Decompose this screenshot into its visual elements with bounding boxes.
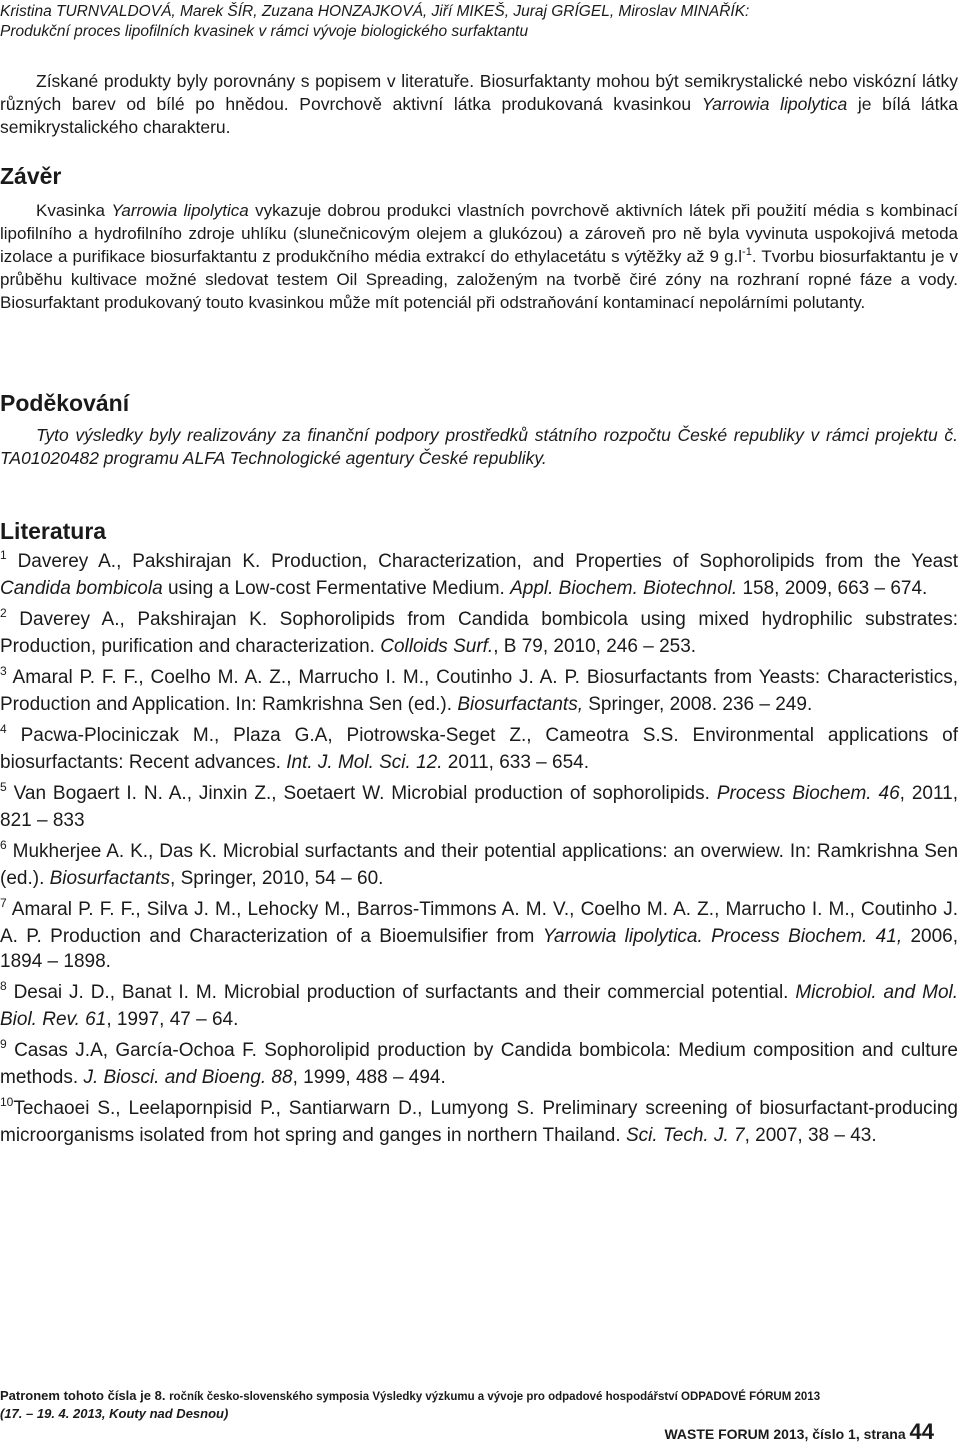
header-authors: Kristina TURNVALDOVÁ, Marek ŠÍR, Zuzana HONZAJKOVÁ, Jiří MIKEŠ, Juraj GRÍGEL, Miroslav MINAŘÍK: — [0, 3, 750, 20]
header-title: Produkční proces lipofilních kvasinek v rámci vývoje biologického surfaktantu — [0, 23, 529, 40]
heading-podekovani: Poděkování — [0, 390, 130, 416]
heading-zaver: Závěr — [0, 163, 62, 189]
reference-item: $^{10}$Techaoei S., Leelapornpisid P., Santiarwarn D., Lumyong S. Preliminary screening of biosurfactant-producing microorganisms isolated from hot spring and ganges in northern Thailand. Sci. Tech. J. 7, 2007, 38 – 43. — [0, 1095, 958, 1146]
reference-list — [0, 549, 958, 1154]
paragraph-results: Získané produkty byly porovnány s popisem v literatuře. Biosurfaktanty mohou být semikrystalické nebo viskózní látky různých barev od bílé po hnědou. Povrchově aktivní látka produkovaná kvasinkou Yarrowia lipolytica je bílá látka semikrystalického charakteru. — [0, 71, 959, 137]
footer-patron: Patronem tohoto čísla je 8. ročník česko-slovenského symposia Výsledky výzkumu a vývoje pro odpadové hospodářství ODPADOVÉ FÓRUM 2013 — [0, 1388, 821, 1403]
reference-item: $^1$ Daverey A., Pakshirajan K. Production, Characterization, and Properties of Sophorolipids from the Yeast Candida bombicola using a Low-cost Fermentative Medium. Appl. Biochem. Biotechnol. 158, 2009, 663 – 674. — [0, 548, 958, 599]
reference-item: $^4$ Pacwa-Plociniczak M., Plaza G.A, Piotrowska-Seget Z., Cameotra S.S. Environmental applications of biosurfactants: Recent advances. Int. J. Mol. Sci. 12. 2011, 633 – 654. — [0, 722, 958, 773]
reference-item: $^8$ Desai J. D., Banat I. M. Microbial production of surfactants and their commercial potential. Microbiol. and Mol. Biol. Rev. 61, 1997, 47 – 64. — [0, 979, 959, 1030]
page-number: 44 — [909, 1419, 934, 1444]
running-header — [0, 2, 940, 42]
reference-item: $^5$ Van Bogaert I. N. A., Jinxin Z., Soetaert W. Microbial production of sophorolipids. Process Biochem. 46, 2011, 821 – 833 — [0, 780, 958, 831]
footer-journal: WASTE FORUM 2013, číslo 1, strana 44 — [664, 1419, 934, 1444]
reference-item: $^7$ Amaral P. F. F., Silva J. M., Lehocky M., Barros-Timmons A. M. V., Coelho M. A. Z., Marrucho I. M., Coutinho J. A. P. Production and Characterization of a Bioemulsifier from Yarrowia lipolytica. Process Biochem. 41, 2006, 1894 – 1898. — [0, 896, 958, 972]
paragraph-acknowledgement: Tyto výsledky byly realizovány za finanční podpory prostředků státního rozpočtu České republiky v rámci projektu č. TA01020482 programu ALFA Technologické agentury České republiky. — [0, 425, 958, 468]
reference-item: $^2$ Daverey A., Pakshirajan K. Sophorolipids from Candida bombicola using mixed hydrophilic substrates: Production, purification and characterization. Colloids Surf., B 79, 2010, 246 – 253. — [0, 606, 959, 657]
reference-item: $^3$ Amaral P. F. F., Coelho M. A. Z., Marrucho I. M., Coutinho J. A. P. Biosurfactants from Yeasts: Characteristics, Production and Application. In: Ramkrishna Sen (ed.). Biosurfactants, Springer, 2008. 236 – 249. — [0, 664, 958, 715]
heading-literatura: Literatura — [0, 518, 107, 544]
reference-item: $^6$ Mukherjee A. K., Das K. Microbial surfactants and their potential applications: an overwiew. In: Ramkrishna Sen (ed.). Biosurfactants, Springer, 2010, 54 – 60. — [0, 838, 959, 889]
footer-dates: (17. – 19. 4. 2013, Kouty nad Desnou) — [0, 1406, 229, 1421]
reference-item: $^9$ Casas J.A, García-Ochoa F. Sophorolipid production by Candida bombicola: Medium composition and culture methods. J. Biosci. and Bioeng. 88, 1999, 488 – 494. — [0, 1037, 958, 1088]
paragraph-conclusion: Kvasinka Yarrowia lipolytica vykazuje dobrou produkci vlastních povrchově aktivních látek při použití média s kombinací lipofilního a hydrofilního zdroje uhlíku (slunečnicovým olejem a glukózou) a zároveň pro ně byla vyvinuta uspokojivá metoda izolace a purifikace biosurfaktantu z produkčního média extrakcí do ethylacetátu s výtěžky až 9 $g.l^{-1}$. Tvorbu biosurfaktantu je v průběhu kultivace možné sledovat testem Oil Spreading, založeným na tvorbě čiré zóny na rozhraní ropné fáze a vody. Biosurfaktant produkovaný touto kvasinkou může mít potenciál při odstraňování kontaminací nepolárními polutanty. — [0, 201, 959, 312]
